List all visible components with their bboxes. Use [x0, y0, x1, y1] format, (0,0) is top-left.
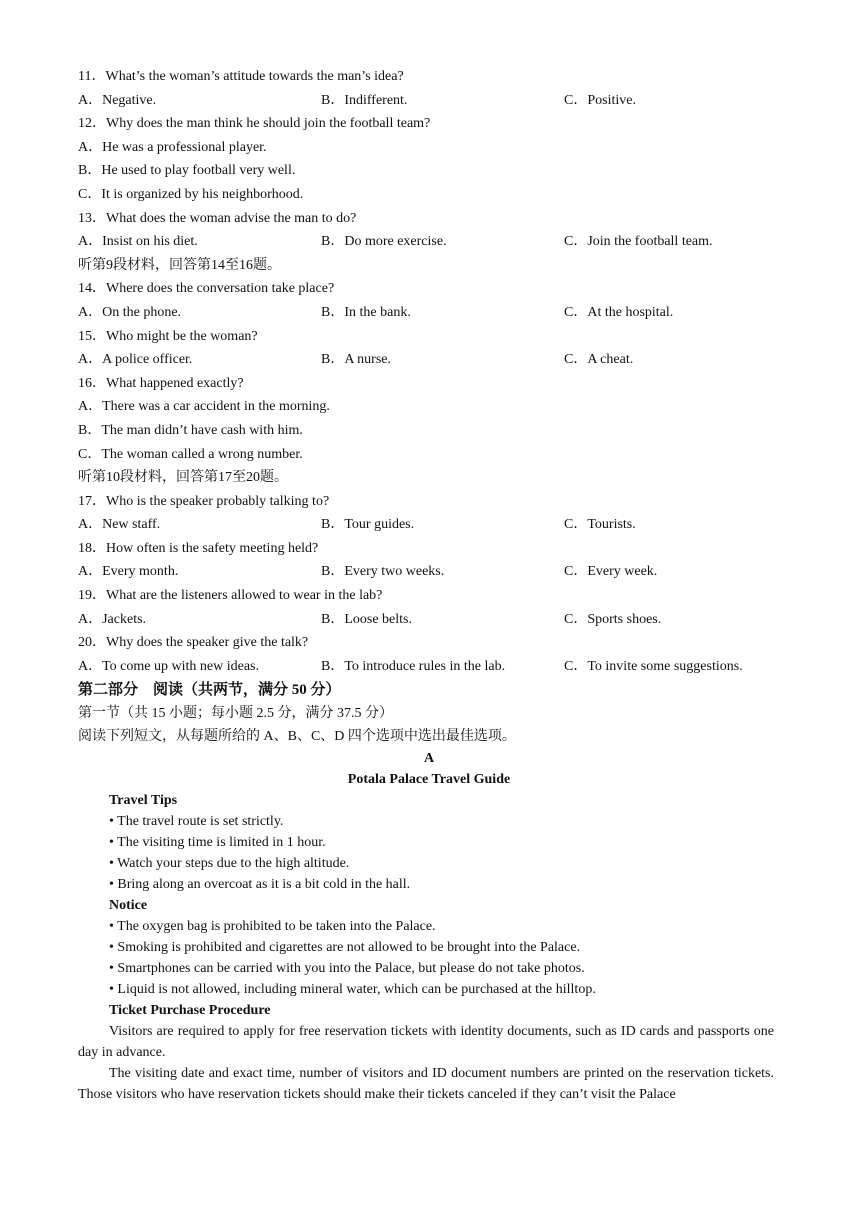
question-14-stem: 14．Where does the conversation take place? [78, 281, 335, 297]
question-20-option-a: A．To come up with new ideas. [78, 658, 259, 674]
question-17-stem: 17．Who is the speaker probably talking to? [78, 493, 330, 509]
question-11-options [78, 89, 780, 113]
notice-item: • Smartphones can be carried with you into the Palace, but please do not take photos. [109, 961, 585, 977]
instruction-passage-10: 听第10段材料，回答第17至20题。 [78, 470, 288, 486]
question-17-option-a: A．New staff. [78, 517, 161, 533]
passage-letter: A [423, 751, 435, 767]
question-14-option-a: A．On the phone. [78, 304, 182, 320]
question-19-option-a: A．Jackets. [78, 611, 147, 627]
question-15-option-b: B．A nurse. [321, 352, 391, 368]
notice-item: • Liquid is not allowed, including mineral water, which can be purchased at the hilltop. [109, 982, 596, 998]
question-15-option-a: A．A police officer. [78, 352, 193, 368]
passage-title: Potala Palace Travel Guide [347, 772, 511, 788]
question-11-option-b: B．Indifferent. [321, 92, 408, 108]
question-17-options [78, 513, 780, 537]
notice-item: • The oxygen bag is prohibited to be taken into the Palace. [109, 919, 436, 935]
tip-item: • Watch your steps due to the high altitude. [109, 856, 350, 872]
instruction-passage-9: 听第9段材料，回答第14至16题。 [78, 257, 281, 273]
question-15-options [78, 348, 780, 372]
passage-a-body [78, 790, 780, 1105]
tip-item: • The visiting time is limited in 1 hour. [109, 835, 326, 851]
question-13-option-b: B．Do more exercise. [321, 234, 447, 250]
question-17-option-c: C．Tourists. [564, 517, 636, 533]
travel-tips-heading: Travel Tips [109, 793, 178, 809]
question-18-option-b: B．Every two weeks. [321, 564, 445, 580]
question-20-option-b: B．To introduce rules in the lab. [321, 658, 506, 674]
part-2-heading: 第二部分 阅读（共两节，满分 50 分） [78, 682, 341, 699]
question-19-stem: 19．What are the listeners allowed to wear in the lab? [78, 588, 383, 604]
question-17-option-b: B．Tour guides. [321, 517, 415, 533]
question-19-option-b: B．Loose belts. [321, 611, 412, 627]
question-20-options [78, 655, 780, 679]
question-13-stem: 13．What does the woman advise the man to do? [78, 210, 357, 226]
question-16-option-c: C．The woman called a wrong number. [78, 446, 303, 462]
question-16-option-a: A．There was a car accident in the morning. [78, 399, 330, 415]
question-19-options [78, 608, 780, 632]
tip-item: • The travel route is set strictly. [109, 814, 284, 830]
question-12-option-b: B．He used to play football very well. [78, 163, 296, 179]
question-14-option-c: C．At the hospital. [564, 304, 674, 320]
question-16-option-b: B．The man didn’t have cash with him. [78, 422, 303, 438]
question-13-option-c: C．Join the football team. [564, 234, 713, 250]
question-13-options [78, 230, 780, 254]
question-13-option-a: A．Insist on his diet. [78, 234, 198, 250]
question-11-stem: 11．What’s the woman’s attitude towards the man’s idea? [78, 69, 404, 84]
question-12-option-a: A．He was a professional player. [78, 139, 267, 155]
question-12-option-c: C．It is organized by his neighborhood. [78, 186, 304, 202]
notice-item: • Smoking is prohibited and cigarettes are not allowed to be brought into the Palace. [109, 940, 581, 956]
section-1-heading: 第一节（共 15 小题；每小题 2.5 分，满分 37.5 分） [78, 706, 393, 722]
question-20-stem: 20．Why does the speaker give the talk? [78, 635, 309, 651]
question-18-stem: 18．How often is the safety meeting held? [78, 540, 319, 556]
notice-heading: Notice [109, 898, 148, 914]
question-18-options [78, 560, 780, 584]
question-11-option-a: A．Negative. [78, 92, 157, 108]
question-18-option-c: C．Every week. [564, 564, 658, 580]
question-19-option-c: C．Sports shoes. [564, 611, 662, 627]
question-15-option-c: C．A cheat. [564, 352, 634, 368]
tip-item: • Bring along an overcoat as it is a bit cold in the hall. [109, 877, 411, 893]
question-15-stem: 15．Who might be the woman? [78, 328, 258, 344]
question-12-stem: 12．Why does the man think he should join the football team? [78, 116, 431, 132]
question-18-option-a: A．Every month. [78, 564, 179, 580]
question-20-option-c: C．To invite some suggestions. [564, 658, 743, 674]
reading-instruction: 阅读下列短文，从每题所给的 A、B、C、D 四个选项中选出最佳选项。 [78, 729, 516, 745]
question-14-option-b: B．In the bank. [321, 304, 411, 320]
ticket-paragraph-1: Visitors are required to apply for free reservation tickets with identity documents, such as ID cards and passports one day in advance. [78, 1024, 774, 1061]
ticket-procedure-heading: Ticket Purchase Procedure [109, 1003, 271, 1019]
question-11-option-c: C．Positive. [564, 92, 636, 108]
question-14-options [78, 301, 780, 325]
ticket-paragraph-2: The visiting date and exact time, number of visitors and ID document numbers are printed on the reservation tickets. Those visitors who have reservation tickets should make their tickets canceled if they can’t visit the Palace [78, 1066, 774, 1103]
question-16-stem: 16．What happened exactly? [78, 375, 244, 391]
